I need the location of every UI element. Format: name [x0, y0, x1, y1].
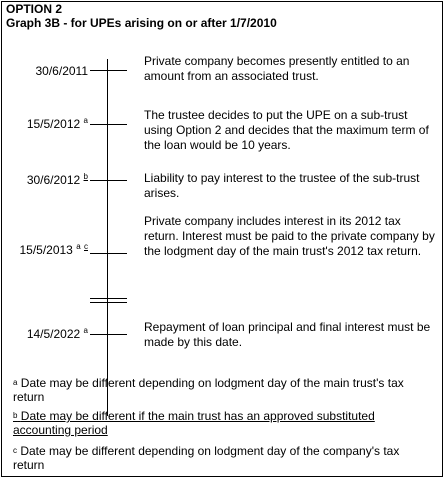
footnote-b: $^b$ Date may be different if the main trust has an approved substituted accounting period — [13, 409, 375, 437]
timeline-description-4: Private company includes interest in its 2012 tax return. Interest must be paid to the private company by the lodgment day of the main trust's 2012 tax return. — [144, 214, 435, 258]
footnote-a: $^a$ Date may be different depending on lodgment day of the main trust's tax return — [13, 376, 404, 404]
timeline-date-3: 30/6/2012 $^b$ — [26, 172, 88, 187]
timeline-axis — [107, 59, 108, 416]
timeline-description-1: Private company becomes presently entitled to an amount from an associated trust. — [144, 54, 410, 83]
axis-break-line-bottom — [90, 302, 127, 303]
timeline-description-2: The trustee decides to put the UPE on a sub-trust using Option 2 and decides that the maximum term of the loan would be 10 years. — [144, 108, 429, 152]
timeline-tick-1 — [90, 70, 127, 71]
timeline-date-1: 30/6/2011 — [35, 64, 88, 78]
timeline-description-3: Liability to pay interest to the trustee of the sub-trust arises. — [144, 171, 420, 200]
graph-title: Graph 3B - for UPEs arising on or after 1/7/2010 — [6, 16, 277, 30]
timeline-tick-5 — [90, 334, 127, 335]
option-heading: OPTION 2 — [6, 2, 63, 16]
timeline-date-4: 15/5/2013 $^a$ $^c$ — [19, 242, 88, 257]
timeline-description-5: Repayment of loan principal and final interest must be made by this date. — [144, 320, 431, 349]
axis-break-line-top — [90, 298, 127, 299]
timeline-tick-3 — [90, 180, 127, 181]
footnote-c: $^c$ Date may be different depending on lodgment day of the company's tax return — [13, 444, 400, 472]
timeline-date-2: 15/5/2012 $^a$ — [26, 116, 88, 131]
timeline-tick-2 — [90, 124, 127, 125]
timeline-tick-4 — [90, 253, 127, 254]
timeline-date-5: 14/5/2022 $^a$ — [26, 326, 88, 341]
